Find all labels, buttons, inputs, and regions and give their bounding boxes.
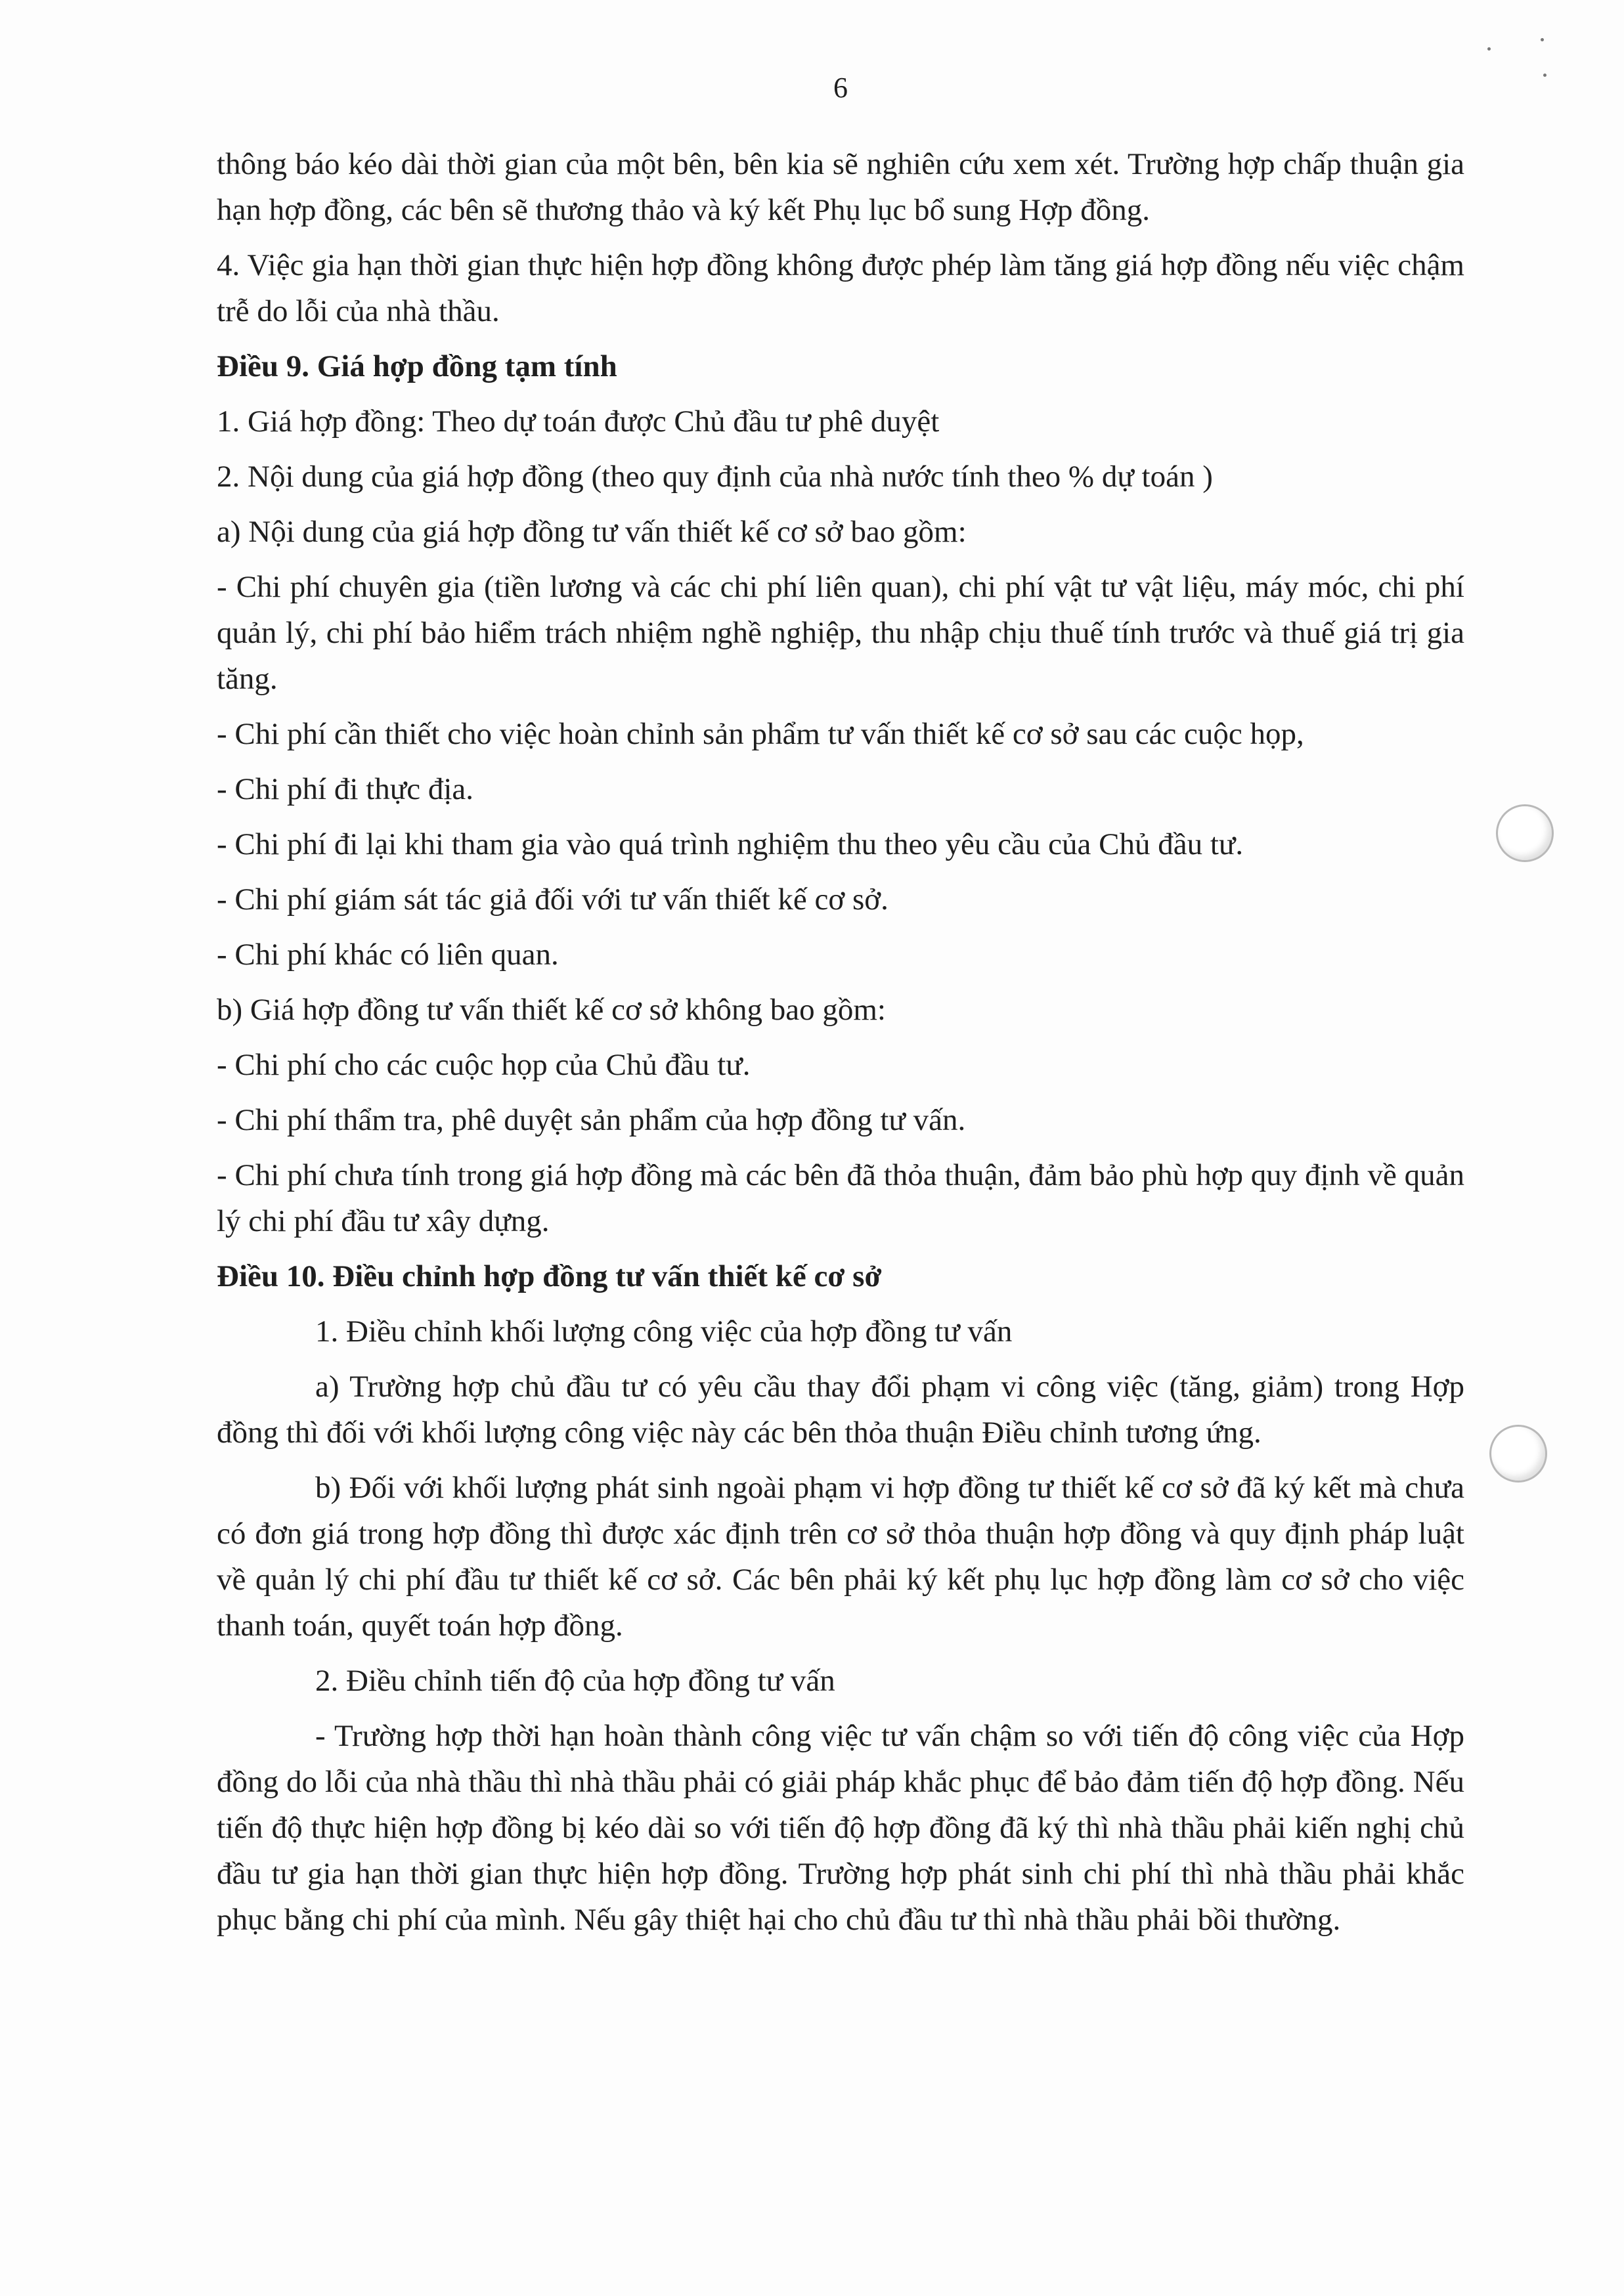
paragraph: b) Đối với khối lượng phát sinh ngoài phạm vi hợp đồng tư thiết kế cơ sở đã ký kết mà chưa có đơn giá trong hợp đồng thì được xác định trên cơ sở thỏa thuận hợp đồng và quy định pháp luật về quản lý chi phí đầu tư thiết kế cơ sở. Các bên phải ký kết phụ lục hợp đồng làm cơ sở cho việc thanh toán, quyết toán hợp đồng. [217, 1471, 1464, 1643]
paragraph: 2. Nội dung của giá hợp đồng (theo quy định của nhà nước tính theo % dự toán ) [217, 460, 1213, 494]
paragraph: 4. Việc gia hạn thời gian thực hiện hợp đồng không được phép làm tăng giá hợp đồng nếu việc chậm trễ do lỗi của nhà thầu. [217, 248, 1464, 328]
scan-speck [1543, 74, 1547, 77]
list-item: - Chi phí đi lại khi tham gia vào quá trình nghiệm thu theo yêu cầu của Chủ đầu tư. [217, 827, 1244, 861]
punch-hole-icon [1489, 1425, 1547, 1483]
punch-hole-icon [1496, 804, 1554, 862]
paragraph: thông báo kéo dài thời gian của một bên, bên kia sẽ nghiên cứu xem xét. Trường hợp chấp thuận gia hạn hợp đồng, các bên sẽ thương thảo và ký kết Phụ lục bổ sung Hợp đồng. [217, 147, 1464, 227]
document-body [217, 141, 1464, 1952]
subsection-heading: 2. Điều chỉnh tiến độ của hợp đồng tư vấn [315, 1664, 835, 1698]
list-item: - Chi phí cần thiết cho việc hoàn chỉnh sản phẩm tư vấn thiết kế cơ sở sau các cuộc họp, [217, 717, 1304, 751]
list-item: - Chi phí chuyên gia (tiền lương và các chi phí liên quan), chi phí vật tư vật liệu, máy móc, chi phí quản lý, chi phí bảo hiểm trách nhiệm nghề nghiệp, thu nhập chịu thuế tính trước và thuế giá trị gia tăng. [217, 570, 1464, 696]
subsection-heading: 1. Điều chỉnh khối lượng công việc của hợp đồng tư vấn [315, 1314, 1013, 1349]
list-item: - Chi phí chưa tính trong giá hợp đồng mà các bên đã thỏa thuận, đảm bảo phù hợp quy định về quản lý chi phí đầu tư xây dựng. [217, 1158, 1464, 1238]
list-item: - Chi phí đi thực địa. [217, 772, 473, 806]
paragraph: - Trường hợp thời hạn hoàn thành công việc tư vấn chậm so với tiến độ công việc của Hợp đồng do lỗi của nhà thầu thì nhà thầu phải có giải pháp khắc phục để bảo đảm tiến độ hợp đồng. Nếu tiến độ thực hiện hợp đồng bị kéo dài so với tiến độ hợp đồng đã ký thì nhà thầu phải kiến nghị chủ đầu tư gia hạn thời gian thực hiện hợp đồng. Trường hợp phát sinh chi phí thì nhà thầu phải khắc phục bằng chi phí của mình. Nếu gây thiệt hại cho chủ đầu tư thì nhà thầu phải bồi thường. [217, 1719, 1464, 1937]
scan-speck [1487, 47, 1491, 51]
scan-speck [1541, 38, 1544, 41]
list-item: - Chi phí khác có liên quan. [217, 938, 559, 972]
page-number: 6 [833, 72, 848, 104]
list-item: - Chi phí giám sát tác giả đối với tư vấn thiết kế cơ sở. [217, 882, 889, 917]
paragraph: a) Trường hợp chủ đầu tư có yêu cầu thay đổi phạm vi công việc (tăng, giảm) trong Hợp đồng thì đối với khối lượng công việc này các bên thỏa thuận Điều chỉnh tương ứng. [217, 1370, 1464, 1450]
paragraph: b) Giá hợp đồng tư vấn thiết kế cơ sở không bao gồm: [217, 993, 886, 1027]
paragraph: 1. Giá hợp đồng: Theo dự toán được Chủ đầu tư phê duyệt [217, 404, 940, 439]
section-heading-dieu-9: Điều 9. Giá hợp đồng tạm tính [217, 349, 617, 383]
list-item: - Chi phí thẩm tra, phê duyệt sản phẩm của hợp đồng tư vấn. [217, 1103, 966, 1137]
list-item: - Chi phí cho các cuộc họp của Chủ đầu tư. [217, 1048, 751, 1082]
paragraph: a) Nội dung của giá hợp đồng tư vấn thiết kế cơ sở bao gồm: [217, 515, 967, 549]
section-heading-dieu-10: Điều 10. Điều chỉnh hợp đồng tư vấn thiết kế cơ sở [217, 1259, 882, 1293]
